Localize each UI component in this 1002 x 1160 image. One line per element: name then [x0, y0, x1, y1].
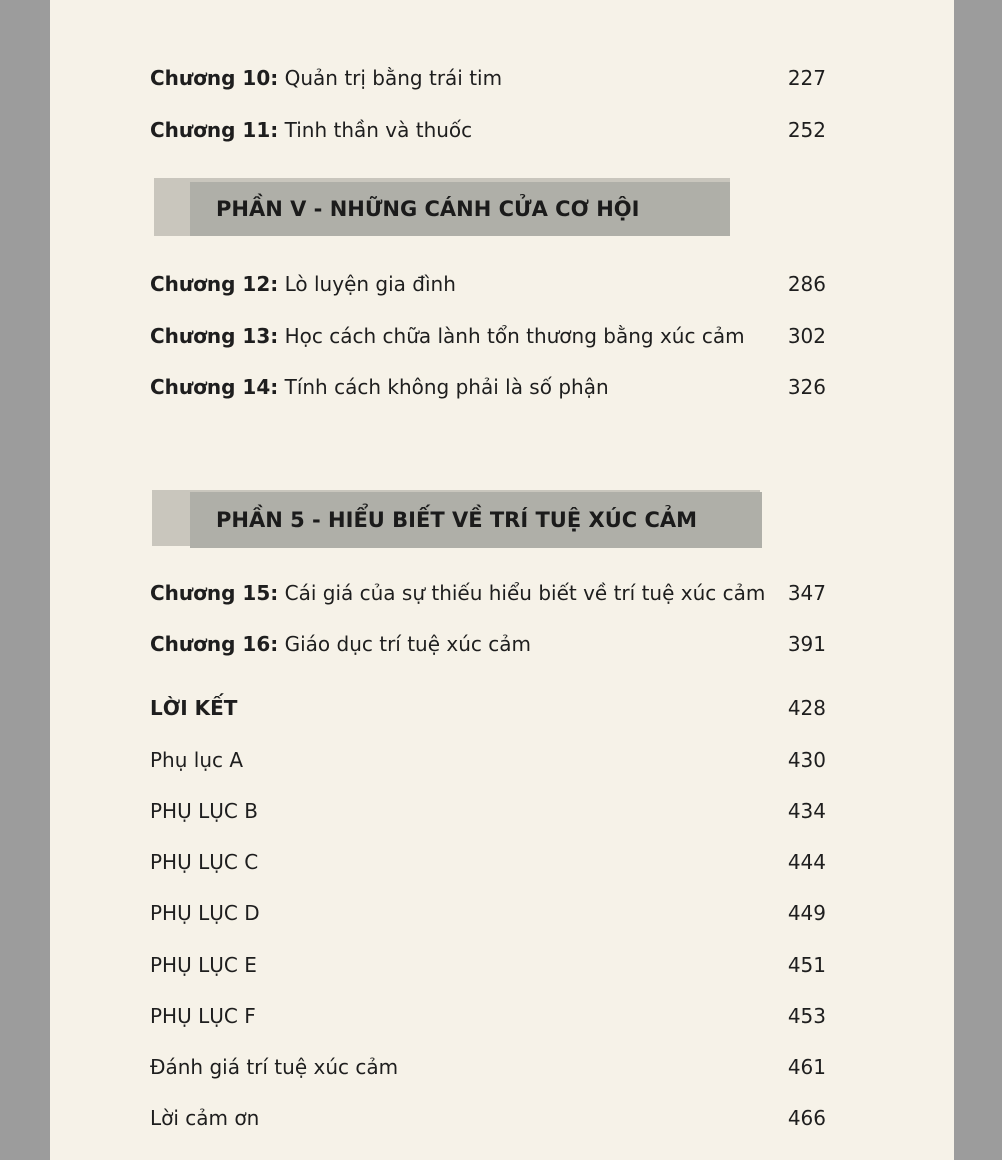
- section-banner-part-5: [152, 490, 764, 550]
- chapter-number: Chương 12:: [150, 272, 279, 296]
- toc-entry-appendix-c: [150, 844, 826, 880]
- entry-title: PHỤ LỤC E: [150, 953, 257, 977]
- chapter-title: Giáo dục trí tuệ xúc cảm: [284, 632, 531, 656]
- toc-entry-acknowledgements: [150, 1100, 826, 1136]
- page-number: 451: [787, 953, 826, 977]
- chapter-number: Chương 15:: [150, 581, 279, 605]
- chapter-number: Chương 10:: [150, 66, 279, 90]
- entry-title: Phụ lục A: [150, 748, 244, 772]
- toc-entry-appendix-a: [150, 742, 826, 778]
- page-number: 466: [787, 1106, 826, 1130]
- page-number: 302: [787, 324, 826, 348]
- chapter-number: Chương 11:: [150, 118, 279, 142]
- page-number: 428: [787, 696, 826, 720]
- chapter-title: Học cách chữa lành tổn thương bằng xúc cảm: [284, 324, 745, 348]
- page-number: 434: [787, 799, 826, 823]
- toc-entry-chapter-13: [150, 318, 826, 354]
- entry-title: Đánh giá trí tuệ xúc cảm: [150, 1055, 399, 1079]
- section-title: PHẦN 5 - HIỂU BIẾT VỀ TRÍ TUỆ XÚC CẢM: [190, 492, 762, 548]
- toc-entry-assessment: [150, 1049, 826, 1085]
- chapter-number: Chương 14:: [150, 375, 279, 399]
- toc-entry-appendix-f: [150, 998, 826, 1034]
- page-number: 286: [787, 272, 826, 296]
- chapter-title: Tinh thần và thuốc: [284, 118, 473, 142]
- section-banner-part-v: [154, 178, 734, 238]
- chapter-title: Cái giá của sự thiếu hiểu biết về trí tuệ xúc cảm: [284, 581, 766, 605]
- toc-entry-chapter-11: [150, 112, 826, 148]
- page-number: 430: [787, 748, 826, 772]
- page-number: 444: [787, 850, 826, 874]
- toc-entry-chapter-15: [150, 575, 826, 611]
- toc-entry-appendix-b: [150, 793, 826, 829]
- entry-title: Lời cảm ơn: [150, 1106, 260, 1130]
- chapter-number: Chương 13:: [150, 324, 279, 348]
- entry-title: LỜI KẾT: [150, 696, 238, 720]
- entry-title: PHỤ LỤC B: [150, 799, 258, 823]
- toc-entry-chapter-14: [150, 369, 826, 405]
- page-number: 227: [787, 66, 826, 90]
- entry-title: PHỤ LỤC D: [150, 901, 260, 925]
- toc-entry-chapter-12: [150, 266, 826, 302]
- chapter-number: Chương 16:: [150, 632, 279, 656]
- toc-entry-appendix-e: [150, 947, 826, 983]
- page-number: 326: [787, 375, 826, 399]
- chapter-title: Tính cách không phải là số phận: [284, 375, 609, 399]
- page-number: 391: [787, 632, 826, 656]
- chapter-title: Quản trị bằng trái tim: [284, 66, 503, 90]
- toc-entry-epilogue: [150, 690, 826, 726]
- toc-entry-chapter-16: [150, 626, 826, 662]
- entry-title: PHỤ LỤC F: [150, 1004, 256, 1028]
- book-page: [50, 0, 954, 1160]
- page-number: 453: [787, 1004, 826, 1028]
- toc-entry-chapter-10: [150, 60, 826, 96]
- page-number: 449: [787, 901, 826, 925]
- toc-entry-appendix-d: [150, 895, 826, 931]
- chapter-title: Lò luyện gia đình: [284, 272, 456, 296]
- section-title: PHẦN V - NHỮNG CÁNH CỬA CƠ HỘI: [190, 182, 730, 236]
- page-number: 347: [787, 581, 826, 605]
- page-number: 252: [787, 118, 826, 142]
- page-number: 461: [787, 1055, 826, 1079]
- entry-title: PHỤ LỤC C: [150, 850, 259, 874]
